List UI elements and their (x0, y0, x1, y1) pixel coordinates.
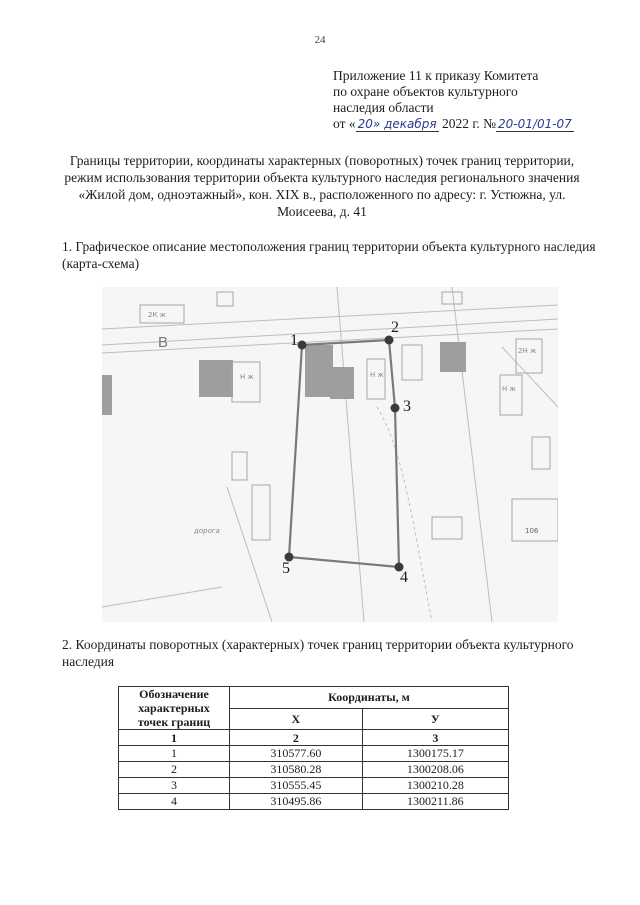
map-label-n2: Н ж (370, 371, 384, 379)
appendix-header (333, 68, 574, 132)
header-y: У (362, 708, 508, 730)
map-letter: В (158, 334, 169, 351)
y-value: 1300211.86 (362, 794, 508, 810)
date-year: 2022 г. № (438, 116, 497, 131)
table-row (119, 762, 509, 778)
y-value: 1300208.06 (362, 762, 508, 778)
point-label-2: 2 (391, 319, 399, 336)
header-points: Обозначение характерных точек границ (119, 687, 230, 730)
index-cell: 2 (230, 730, 363, 746)
section-1-heading: 1. Графическое описание местоположения границ территории объекта культурного наследия (карта-схема) (62, 239, 596, 271)
appendix-line-2: по охране объектов культурного (333, 84, 518, 99)
y-value: 1300210.28 (362, 778, 508, 794)
parcel-label: 106 (525, 527, 539, 535)
table-row (119, 746, 509, 762)
map-scheme (102, 287, 558, 622)
x-value: 310555.45 (230, 778, 363, 794)
map-label-n1: Н ж (240, 373, 254, 381)
index-cell: 3 (362, 730, 508, 746)
boundary-point-1 (298, 341, 307, 350)
header-x: X (230, 708, 363, 730)
point-id: 3 (119, 778, 230, 794)
map-label-2k: 2К ж (148, 311, 166, 319)
handwritten-date: 20» декабря (357, 117, 437, 131)
point-label-3: 3 (403, 398, 411, 415)
index-cell: 1 (119, 730, 230, 746)
table-row (119, 778, 509, 794)
x-value: 310495.86 (230, 794, 363, 810)
boundary-point-3 (391, 404, 400, 413)
appendix-line-1: Приложение 11 к приказу Комитета (333, 68, 539, 83)
coordinates-table (118, 686, 509, 810)
x-value: 310580.28 (230, 762, 363, 778)
page-number: 24 (314, 34, 326, 46)
x-value: 310577.60 (230, 746, 363, 762)
header-coordinates: Координаты, м (230, 687, 509, 709)
point-label-5: 5 (282, 560, 290, 577)
point-label-4: 4 (400, 569, 408, 586)
map-label-2n: 2Н ж (518, 347, 537, 355)
date-prefix: от « (333, 116, 356, 131)
point-id: 4 (119, 794, 230, 810)
document-title: Границы территории, координаты характерных (поворотных) точек границ территории, режим использования территории объекта культурного наследия регионального значения «Жилой дом, одноэтажный», кон. XIX в., расположенного по адресу: г. Устюжна, ул. Моисеева, д. 41 (64, 153, 580, 219)
point-label-1: 1 (290, 332, 298, 349)
point-id: 2 (119, 762, 230, 778)
map-label-n3: Н ж (502, 385, 516, 393)
point-id: 1 (119, 746, 230, 762)
y-value: 1300175.17 (362, 746, 508, 762)
table-row (119, 794, 509, 810)
appendix-date-line (333, 116, 574, 132)
section-2-heading: 2. Координаты поворотных (характерных) точек границ территории объекта культурного наследия (62, 637, 574, 669)
boundary-point-2 (385, 336, 394, 345)
appendix-line-3: наследия области (333, 100, 434, 115)
street-label: дорога (194, 527, 220, 535)
handwritten-number: 20-01/01-07 (498, 117, 572, 131)
